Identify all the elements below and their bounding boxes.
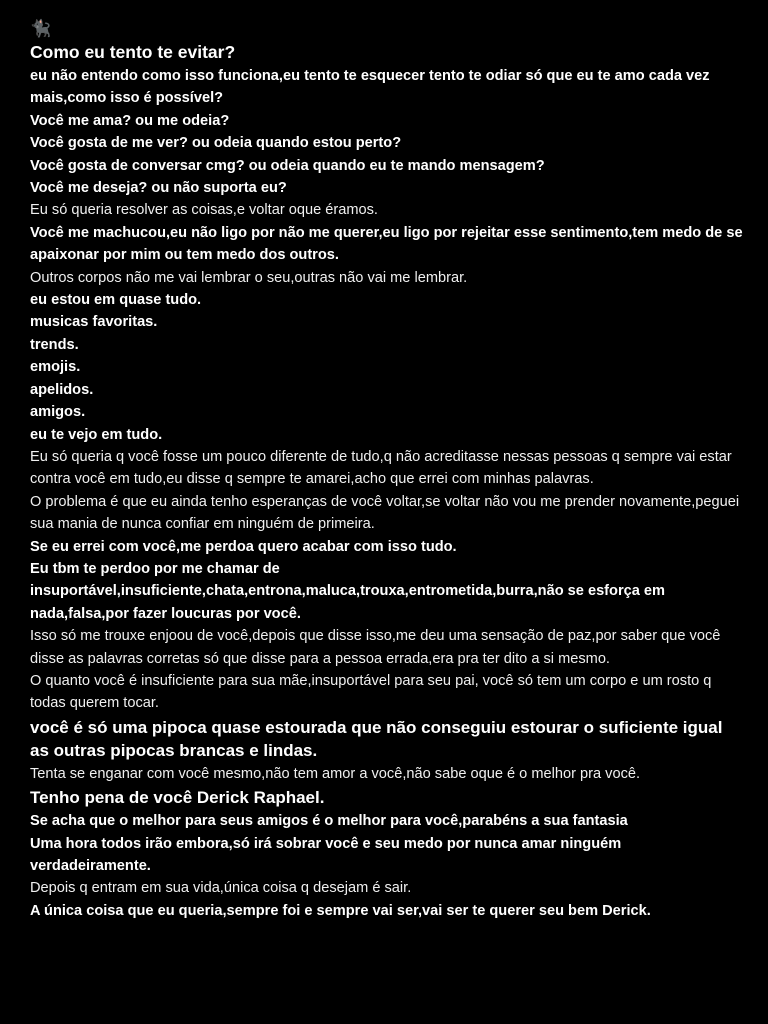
note-line: emojis. xyxy=(30,359,81,376)
note-line: Você me deseja? ou não suporta eu? xyxy=(30,180,287,197)
note-line: Eu tbm te perdoo por me chamar de insuportável,insuficiente,chata,entrona,maluca,trouxa,entrometida,burra,não se esforça em nada,falsa,por fazer loucuras por você. xyxy=(30,560,666,622)
note-line: Você gosta de conversar cmg? ou odeia quando eu te mando mensagem? xyxy=(30,157,545,174)
note-line: Depois q entram em sua vida,única coisa q desejam é sair. xyxy=(30,880,412,897)
note-line: eu não entendo como isso funciona,eu tento te esquecer tento te odiar só que eu te amo cada vez mais,como isso é possível? xyxy=(30,68,710,107)
note-line: Se acha que o melhor para seus amigos é o melhor para você,parabéns a sua fantasia xyxy=(30,813,628,830)
note-line: Se eu errei com você,me perdoa quero acabar com isso tudo. xyxy=(30,538,457,555)
note-line: trends. xyxy=(30,336,79,353)
note-line: Tenta se enganar com você mesmo,não tem amor a você,não sabe oque é o melhor pra você. xyxy=(30,765,641,782)
note-title: Como eu tento te evitar? xyxy=(30,42,236,62)
note-line: amigos. xyxy=(30,404,86,421)
note-line: apelidos. xyxy=(30,381,94,398)
note-line-large: Tenho pena de você Derick Raphael. xyxy=(30,788,325,808)
note-line: eu estou em quase tudo. xyxy=(30,292,202,309)
note-line: O quanto você é insuficiente para sua mãe,insuportável para seu pai, você só tem um corpo e um rosto q todas querem tocar. xyxy=(30,672,712,712)
note-line: Você me ama? ou me odeia? xyxy=(30,112,230,129)
note-line: Eu só queria resolver as coisas,e voltar oque éramos. xyxy=(30,202,378,219)
note-line: eu te vejo em tudo. xyxy=(30,426,163,443)
note-line: Você gosta de me ver? ou odeia quando estou perto? xyxy=(30,135,402,152)
note-line: O problema é que eu ainda tenho esperanças de você voltar,se voltar não vou me prender novamente,peguei sua mania de nunca confiar em ninguém de primeira. xyxy=(30,493,740,533)
note-line-large: você é só uma pipoca quase estourada que não conseguiu estourar o suficiente igual as outras pipocas brancas e lindas. xyxy=(30,717,723,760)
note-line: Eu só queria q você fosse um pouco diferente de tudo,q não acreditasse nessas pessoas q sempre vai estar contra você em tudo,eu disse q sempre te amarei,acho que errei com minhas palavras. xyxy=(30,448,732,488)
note-line: musicas favoritas. xyxy=(30,314,158,331)
note-body[interactable] xyxy=(30,18,745,922)
note-line: Você me machucou,eu não ligo por não me querer,eu ligo por rejeitar esse sentimento,tem medo de se apaixonar por mim ou tem medo dos outros. xyxy=(30,224,743,264)
note-line: Uma hora todos irão embora,só irá sobrar você e seu medo por nunca amar ninguém verdadeiramente. xyxy=(30,835,622,874)
note-line: A única coisa que eu queria,sempre foi e sempre vai ser,vai ser te querer seu bem Derick. xyxy=(30,902,651,919)
black-cat-emoji-icon: 🐈‍⬛ xyxy=(30,19,52,39)
note-line: Outros corpos não me vai lembrar o seu,outras não vai me lembrar. xyxy=(30,269,468,286)
note-line: Isso só me trouxe enjoou de você,depois que disse isso,me deu uma sensação de paz,por saber que você disse as palavras corretas só que disse para a pessoa errada,era pra ter dito a si mesmo. xyxy=(30,628,721,667)
